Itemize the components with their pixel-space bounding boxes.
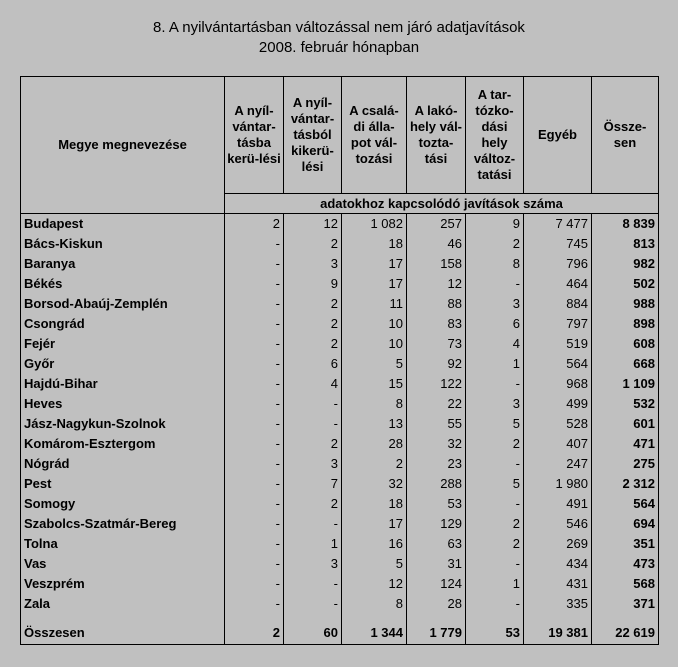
table-cell: 18 xyxy=(342,494,407,514)
table-cell: 9 xyxy=(466,214,524,235)
table-cell: 275 xyxy=(592,454,659,474)
table-row xyxy=(21,574,659,594)
table-cell: 32 xyxy=(342,474,407,494)
table-cell: - xyxy=(466,594,524,614)
county-name: Szabolcs-Szatmár-Bereg xyxy=(21,514,225,534)
table-cell: - xyxy=(225,334,284,354)
table-cell: 88 xyxy=(407,294,466,314)
table-cell: 23 xyxy=(407,454,466,474)
county-name: Zala xyxy=(21,594,225,614)
table-cell: 63 xyxy=(407,534,466,554)
subheader: adatokhoz kapcsolódó javítások száma xyxy=(225,194,659,214)
table-cell: 158 xyxy=(407,254,466,274)
table-cell: - xyxy=(466,494,524,514)
county-name: Fejér xyxy=(21,334,225,354)
table-cell: - xyxy=(284,594,342,614)
table-cell: 898 xyxy=(592,314,659,334)
total-row xyxy=(21,622,659,645)
header-col6: Egyéb xyxy=(524,77,592,194)
table-cell: 745 xyxy=(524,234,592,254)
table-cell: 668 xyxy=(592,354,659,374)
header-col2: A nyíl-vántar-tásból kikerü-lési xyxy=(284,77,342,194)
table-cell: - xyxy=(284,394,342,414)
table-cell: 2 xyxy=(284,494,342,514)
table-row xyxy=(21,334,659,354)
total-cell: 1 779 xyxy=(407,622,466,645)
table-cell: 564 xyxy=(592,494,659,514)
table-cell: - xyxy=(225,514,284,534)
table-cell: 568 xyxy=(592,574,659,594)
table-row xyxy=(21,314,659,334)
table-cell: - xyxy=(284,574,342,594)
table-cell: 464 xyxy=(524,274,592,294)
table-cell: 988 xyxy=(592,294,659,314)
county-name: Heves xyxy=(21,394,225,414)
table-cell: - xyxy=(225,254,284,274)
table-cell: 884 xyxy=(524,294,592,314)
table-cell: 694 xyxy=(592,514,659,534)
table-cell: 2 xyxy=(342,454,407,474)
table-cell: 15 xyxy=(342,374,407,394)
table-cell: 351 xyxy=(592,534,659,554)
data-table xyxy=(20,76,659,645)
table-cell: 2 xyxy=(466,234,524,254)
table-cell: 8 xyxy=(342,394,407,414)
table-cell: 335 xyxy=(524,594,592,614)
table-row xyxy=(21,254,659,274)
table-cell: - xyxy=(284,414,342,434)
table-cell: 3 xyxy=(284,254,342,274)
table-cell: 2 xyxy=(466,434,524,454)
table-cell: 10 xyxy=(342,314,407,334)
table-cell: 4 xyxy=(284,374,342,394)
table-cell: 1 xyxy=(466,354,524,374)
table-cell: 519 xyxy=(524,334,592,354)
table-cell: 434 xyxy=(524,554,592,574)
table-cell: 257 xyxy=(407,214,466,235)
table-cell: - xyxy=(225,234,284,254)
table-row xyxy=(21,274,659,294)
table-cell: 2 xyxy=(284,434,342,454)
county-name: Tolna xyxy=(21,534,225,554)
table-cell: 92 xyxy=(407,354,466,374)
table-cell: 797 xyxy=(524,314,592,334)
county-name: Somogy xyxy=(21,494,225,514)
table-row xyxy=(21,494,659,514)
county-name: Borsod-Abaúj-Zemplén xyxy=(21,294,225,314)
table-cell: 10 xyxy=(342,334,407,354)
table-cell: 269 xyxy=(524,534,592,554)
table-cell: 1 xyxy=(466,574,524,594)
header-col5: A tar-tózko-dási hely változ-tatási xyxy=(466,77,524,194)
table-cell: - xyxy=(225,474,284,494)
total-cell: 2 xyxy=(225,622,284,645)
table-cell: - xyxy=(225,594,284,614)
header-col1: A nyíl-vántar-tásba kerü-lési xyxy=(225,77,284,194)
title-line-1: 8. A nyilvántartásban változással nem járó adatjavítások xyxy=(153,19,525,36)
county-name: Komárom-Esztergom xyxy=(21,434,225,454)
county-name: Hajdú-Bihar xyxy=(21,374,225,394)
table-row xyxy=(21,234,659,254)
table-cell: 11 xyxy=(342,294,407,314)
table-cell: - xyxy=(225,494,284,514)
table-cell: 7 477 xyxy=(524,214,592,235)
table-cell: 32 xyxy=(407,434,466,454)
table-cell: 8 839 xyxy=(592,214,659,235)
table-cell: 3 xyxy=(284,454,342,474)
table-cell: 247 xyxy=(524,454,592,474)
table-cell: 53 xyxy=(407,494,466,514)
table-cell: 528 xyxy=(524,414,592,434)
table-cell: 28 xyxy=(407,594,466,614)
table-cell: 13 xyxy=(342,414,407,434)
table-cell: 12 xyxy=(342,574,407,594)
table-cell: 2 xyxy=(284,294,342,314)
table-cell: 2 xyxy=(466,534,524,554)
table-cell: 564 xyxy=(524,354,592,374)
table-cell: - xyxy=(466,274,524,294)
table-cell: 9 xyxy=(284,274,342,294)
table-cell: 3 xyxy=(284,554,342,574)
table-cell: - xyxy=(284,514,342,534)
header-col4: A lakó-hely vál-tozta-tási xyxy=(407,77,466,194)
table-cell: 5 xyxy=(466,414,524,434)
table-cell: 16 xyxy=(342,534,407,554)
table-row xyxy=(21,554,659,574)
table-cell: - xyxy=(225,374,284,394)
table-cell: 968 xyxy=(524,374,592,394)
table-row xyxy=(21,474,659,494)
table-cell: - xyxy=(225,274,284,294)
table-cell: - xyxy=(225,534,284,554)
table-cell: 5 xyxy=(342,354,407,374)
header-col7: Össze-sen xyxy=(592,77,659,194)
table-row xyxy=(21,414,659,434)
table-cell: 431 xyxy=(524,574,592,594)
total-label: Összesen xyxy=(21,622,225,645)
county-name: Budapest xyxy=(21,214,225,235)
table-cell: 491 xyxy=(524,494,592,514)
table-cell: 6 xyxy=(466,314,524,334)
table-cell: - xyxy=(225,294,284,314)
table-cell: 1 109 xyxy=(592,374,659,394)
title-line-2: 2008. február hónapban xyxy=(258,39,420,56)
table-cell: 546 xyxy=(524,514,592,534)
table-cell: 3 xyxy=(466,294,524,314)
table-cell: - xyxy=(225,554,284,574)
table-cell: 601 xyxy=(592,414,659,434)
table-row xyxy=(21,294,659,314)
table-cell: 371 xyxy=(592,594,659,614)
table-cell: 55 xyxy=(407,414,466,434)
table-cell: 12 xyxy=(284,214,342,235)
table-row xyxy=(21,514,659,534)
county-name: Bács-Kiskun xyxy=(21,234,225,254)
total-cell: 60 xyxy=(284,622,342,645)
total-cell: 53 xyxy=(466,622,524,645)
table-cell: - xyxy=(466,454,524,474)
table-cell: 2 xyxy=(284,334,342,354)
table-row xyxy=(21,374,659,394)
table-cell: 3 xyxy=(466,394,524,414)
table-cell: 28 xyxy=(342,434,407,454)
header-col3: A csalá-di álla-pot vál-tozási xyxy=(342,77,407,194)
county-name: Vas xyxy=(21,554,225,574)
table-cell: 4 xyxy=(466,334,524,354)
county-name: Győr xyxy=(21,354,225,374)
table-cell: 7 xyxy=(284,474,342,494)
table-cell: 22 xyxy=(407,394,466,414)
table-cell: 2 xyxy=(284,314,342,334)
table-cell: 2 312 xyxy=(592,474,659,494)
table-cell: 129 xyxy=(407,514,466,534)
table-cell: - xyxy=(225,394,284,414)
table-cell: 31 xyxy=(407,554,466,574)
table-cell: 407 xyxy=(524,434,592,454)
table-cell: 473 xyxy=(592,554,659,574)
table-cell: 73 xyxy=(407,334,466,354)
total-cell: 1 344 xyxy=(342,622,407,645)
total-cell: 19 381 xyxy=(524,622,592,645)
table-row xyxy=(21,454,659,474)
table-cell: - xyxy=(466,554,524,574)
table-cell: - xyxy=(225,414,284,434)
table-cell: 5 xyxy=(466,474,524,494)
table-cell: - xyxy=(225,314,284,334)
table-cell: 796 xyxy=(524,254,592,274)
table-cell: - xyxy=(225,574,284,594)
table-cell: 18 xyxy=(342,234,407,254)
table-cell: 8 xyxy=(342,594,407,614)
table-cell: - xyxy=(225,354,284,374)
table-row xyxy=(21,534,659,554)
county-name: Veszprém xyxy=(21,574,225,594)
county-name: Békés xyxy=(21,274,225,294)
county-name: Pest xyxy=(21,474,225,494)
table-cell: 1 980 xyxy=(524,474,592,494)
table-cell: 499 xyxy=(524,394,592,414)
table-title xyxy=(0,18,678,58)
table-cell: 17 xyxy=(342,254,407,274)
table-cell: - xyxy=(225,454,284,474)
table-cell: 1 082 xyxy=(342,214,407,235)
table-row xyxy=(21,214,659,235)
table-cell: - xyxy=(225,434,284,454)
table-cell: 532 xyxy=(592,394,659,414)
table-cell: - xyxy=(466,374,524,394)
table-cell: 12 xyxy=(407,274,466,294)
table-cell: 8 xyxy=(466,254,524,274)
table-row xyxy=(21,594,659,614)
table-cell: 83 xyxy=(407,314,466,334)
table-row xyxy=(21,434,659,454)
county-name: Jász-Nagykun-Szolnok xyxy=(21,414,225,434)
header-county: Megye megnevezése xyxy=(21,77,225,214)
table-cell: 5 xyxy=(342,554,407,574)
table-cell: 17 xyxy=(342,514,407,534)
table-cell: 288 xyxy=(407,474,466,494)
table-cell: 6 xyxy=(284,354,342,374)
table-cell: 17 xyxy=(342,274,407,294)
table-cell: 813 xyxy=(592,234,659,254)
table-cell: 2 xyxy=(225,214,284,235)
county-name: Nógrád xyxy=(21,454,225,474)
table-cell: 471 xyxy=(592,434,659,454)
county-name: Csongrád xyxy=(21,314,225,334)
table-cell: 1 xyxy=(284,534,342,554)
table-cell: 2 xyxy=(284,234,342,254)
table-row xyxy=(21,354,659,374)
table-cell: 46 xyxy=(407,234,466,254)
table-cell: 122 xyxy=(407,374,466,394)
table-row xyxy=(21,394,659,414)
table-cell: 124 xyxy=(407,574,466,594)
table-cell: 2 xyxy=(466,514,524,534)
table-cell: 608 xyxy=(592,334,659,354)
county-name: Baranya xyxy=(21,254,225,274)
table-cell: 502 xyxy=(592,274,659,294)
total-cell: 22 619 xyxy=(592,622,659,645)
table-cell: 982 xyxy=(592,254,659,274)
